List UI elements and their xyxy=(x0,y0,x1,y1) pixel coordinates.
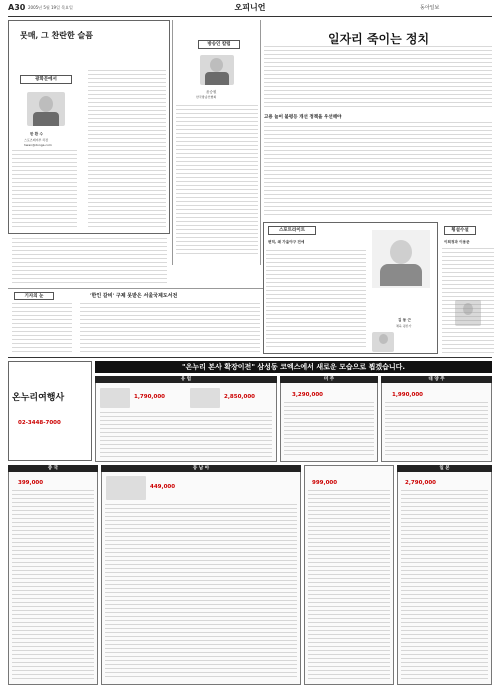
divider-1 xyxy=(172,20,173,265)
sports-author-role: 체육 평론가 xyxy=(396,324,412,328)
left-column-text-a xyxy=(12,150,77,230)
column-small-tag: 횡설수설 xyxy=(444,226,476,235)
divider-2 xyxy=(260,20,261,265)
ad-top-rule xyxy=(8,357,492,358)
issue-date: 2005년 5월 19일 목요일 xyxy=(28,5,73,10)
ad-product-image xyxy=(190,388,220,408)
left-column-tag: 광화문에서 xyxy=(20,75,72,84)
column-small-text xyxy=(442,248,494,353)
left-author-email: hwan@donga.com xyxy=(24,143,52,147)
ad-brand-name: 온누리여행사 xyxy=(12,393,65,403)
ad-china-text xyxy=(12,490,94,680)
ad-price: 1,790,000 xyxy=(134,394,165,400)
ad-contact: 02-3448-7000 xyxy=(18,420,61,426)
ad-price: 399,000 xyxy=(18,480,44,486)
person-photo-icon xyxy=(27,92,65,126)
editorial-text-bottom xyxy=(264,122,492,217)
ad-title-japan: 일 본 xyxy=(397,465,492,472)
ad-price: 449,000 xyxy=(150,484,176,490)
ad-brand-box xyxy=(8,361,92,461)
editorial-subhead: 고용 늘어 불평등 개선 정책을 우선해야 xyxy=(264,115,342,120)
reporter-eye-tag: 기자의 눈 xyxy=(14,292,54,300)
broadcaster-name: 윤승원 xyxy=(206,90,217,94)
ad-price: 1,990,000 xyxy=(392,392,423,398)
newspaper-name: 동아일보 xyxy=(420,5,440,11)
sports-column-tag: 스포트라이트 xyxy=(268,226,316,235)
ad-europe-text xyxy=(100,412,272,458)
ad-price: 999,000 xyxy=(312,480,338,486)
ad-oceania-text xyxy=(385,402,488,458)
ad-misc-text xyxy=(308,490,390,680)
ad-sea-text xyxy=(105,504,297,680)
person-photo-icon xyxy=(200,55,234,85)
left-author-name: 한 환 수 xyxy=(30,132,43,136)
left-column-title: 뭇매, 그 찬란한 슬픔 xyxy=(20,30,93,40)
ad-title-china: 중 국 xyxy=(8,465,98,472)
person-photo-icon xyxy=(372,332,394,352)
left-author-role: 스포츠레저부 차장 xyxy=(24,138,49,142)
ad-title-oceania: 대 양 주 xyxy=(381,376,492,383)
reporter-eye-text xyxy=(12,303,72,353)
header-rule xyxy=(8,16,492,17)
book-fair-text xyxy=(80,303,260,353)
lower-rule xyxy=(8,288,263,289)
column-small-author: 이희정과 이용준 xyxy=(444,240,470,244)
sports-author: 김 동 근 xyxy=(398,318,411,322)
sports-text xyxy=(266,250,366,350)
ad-product-image xyxy=(100,388,130,408)
ad-banner: "온누리 본사 확장이전" 삼성동 코엑스에서 새로운 모습으로 뵙겠습니다. xyxy=(95,361,492,373)
book-fair-title: '한인 갈비' 구제 못받은 서울국제도서전 xyxy=(90,293,178,299)
section-title: 오피니언 xyxy=(234,2,266,12)
broadcaster-text xyxy=(176,105,258,255)
ad-price: 2,790,000 xyxy=(405,480,436,486)
ad-title-sea: 동 남 아 xyxy=(101,465,301,472)
editorial-text-top xyxy=(264,46,492,110)
left-column-text-b xyxy=(88,70,166,230)
ad-product-image xyxy=(106,476,146,500)
broadcaster-role: 한국방송인협회 xyxy=(196,95,217,99)
left-lower-text xyxy=(12,238,167,286)
ad-title-america: 미 주 xyxy=(280,376,378,383)
page-number: A30 xyxy=(8,3,26,12)
caricature-icon xyxy=(372,230,430,288)
ad-price: 3,290,000 xyxy=(292,392,323,398)
broadcaster-tag: 방송인 칼럼 xyxy=(198,40,240,49)
ad-price: 2,850,000 xyxy=(224,394,255,400)
ad-japan-text xyxy=(401,490,488,680)
ad-title-europe: 유 럽 xyxy=(95,376,277,383)
editorial-title: 일자리 죽이는 정치 xyxy=(328,32,430,46)
ad-america-text xyxy=(284,402,374,458)
sports-subtitle: 변덕, 왜 가을야구 전에 xyxy=(268,240,305,244)
